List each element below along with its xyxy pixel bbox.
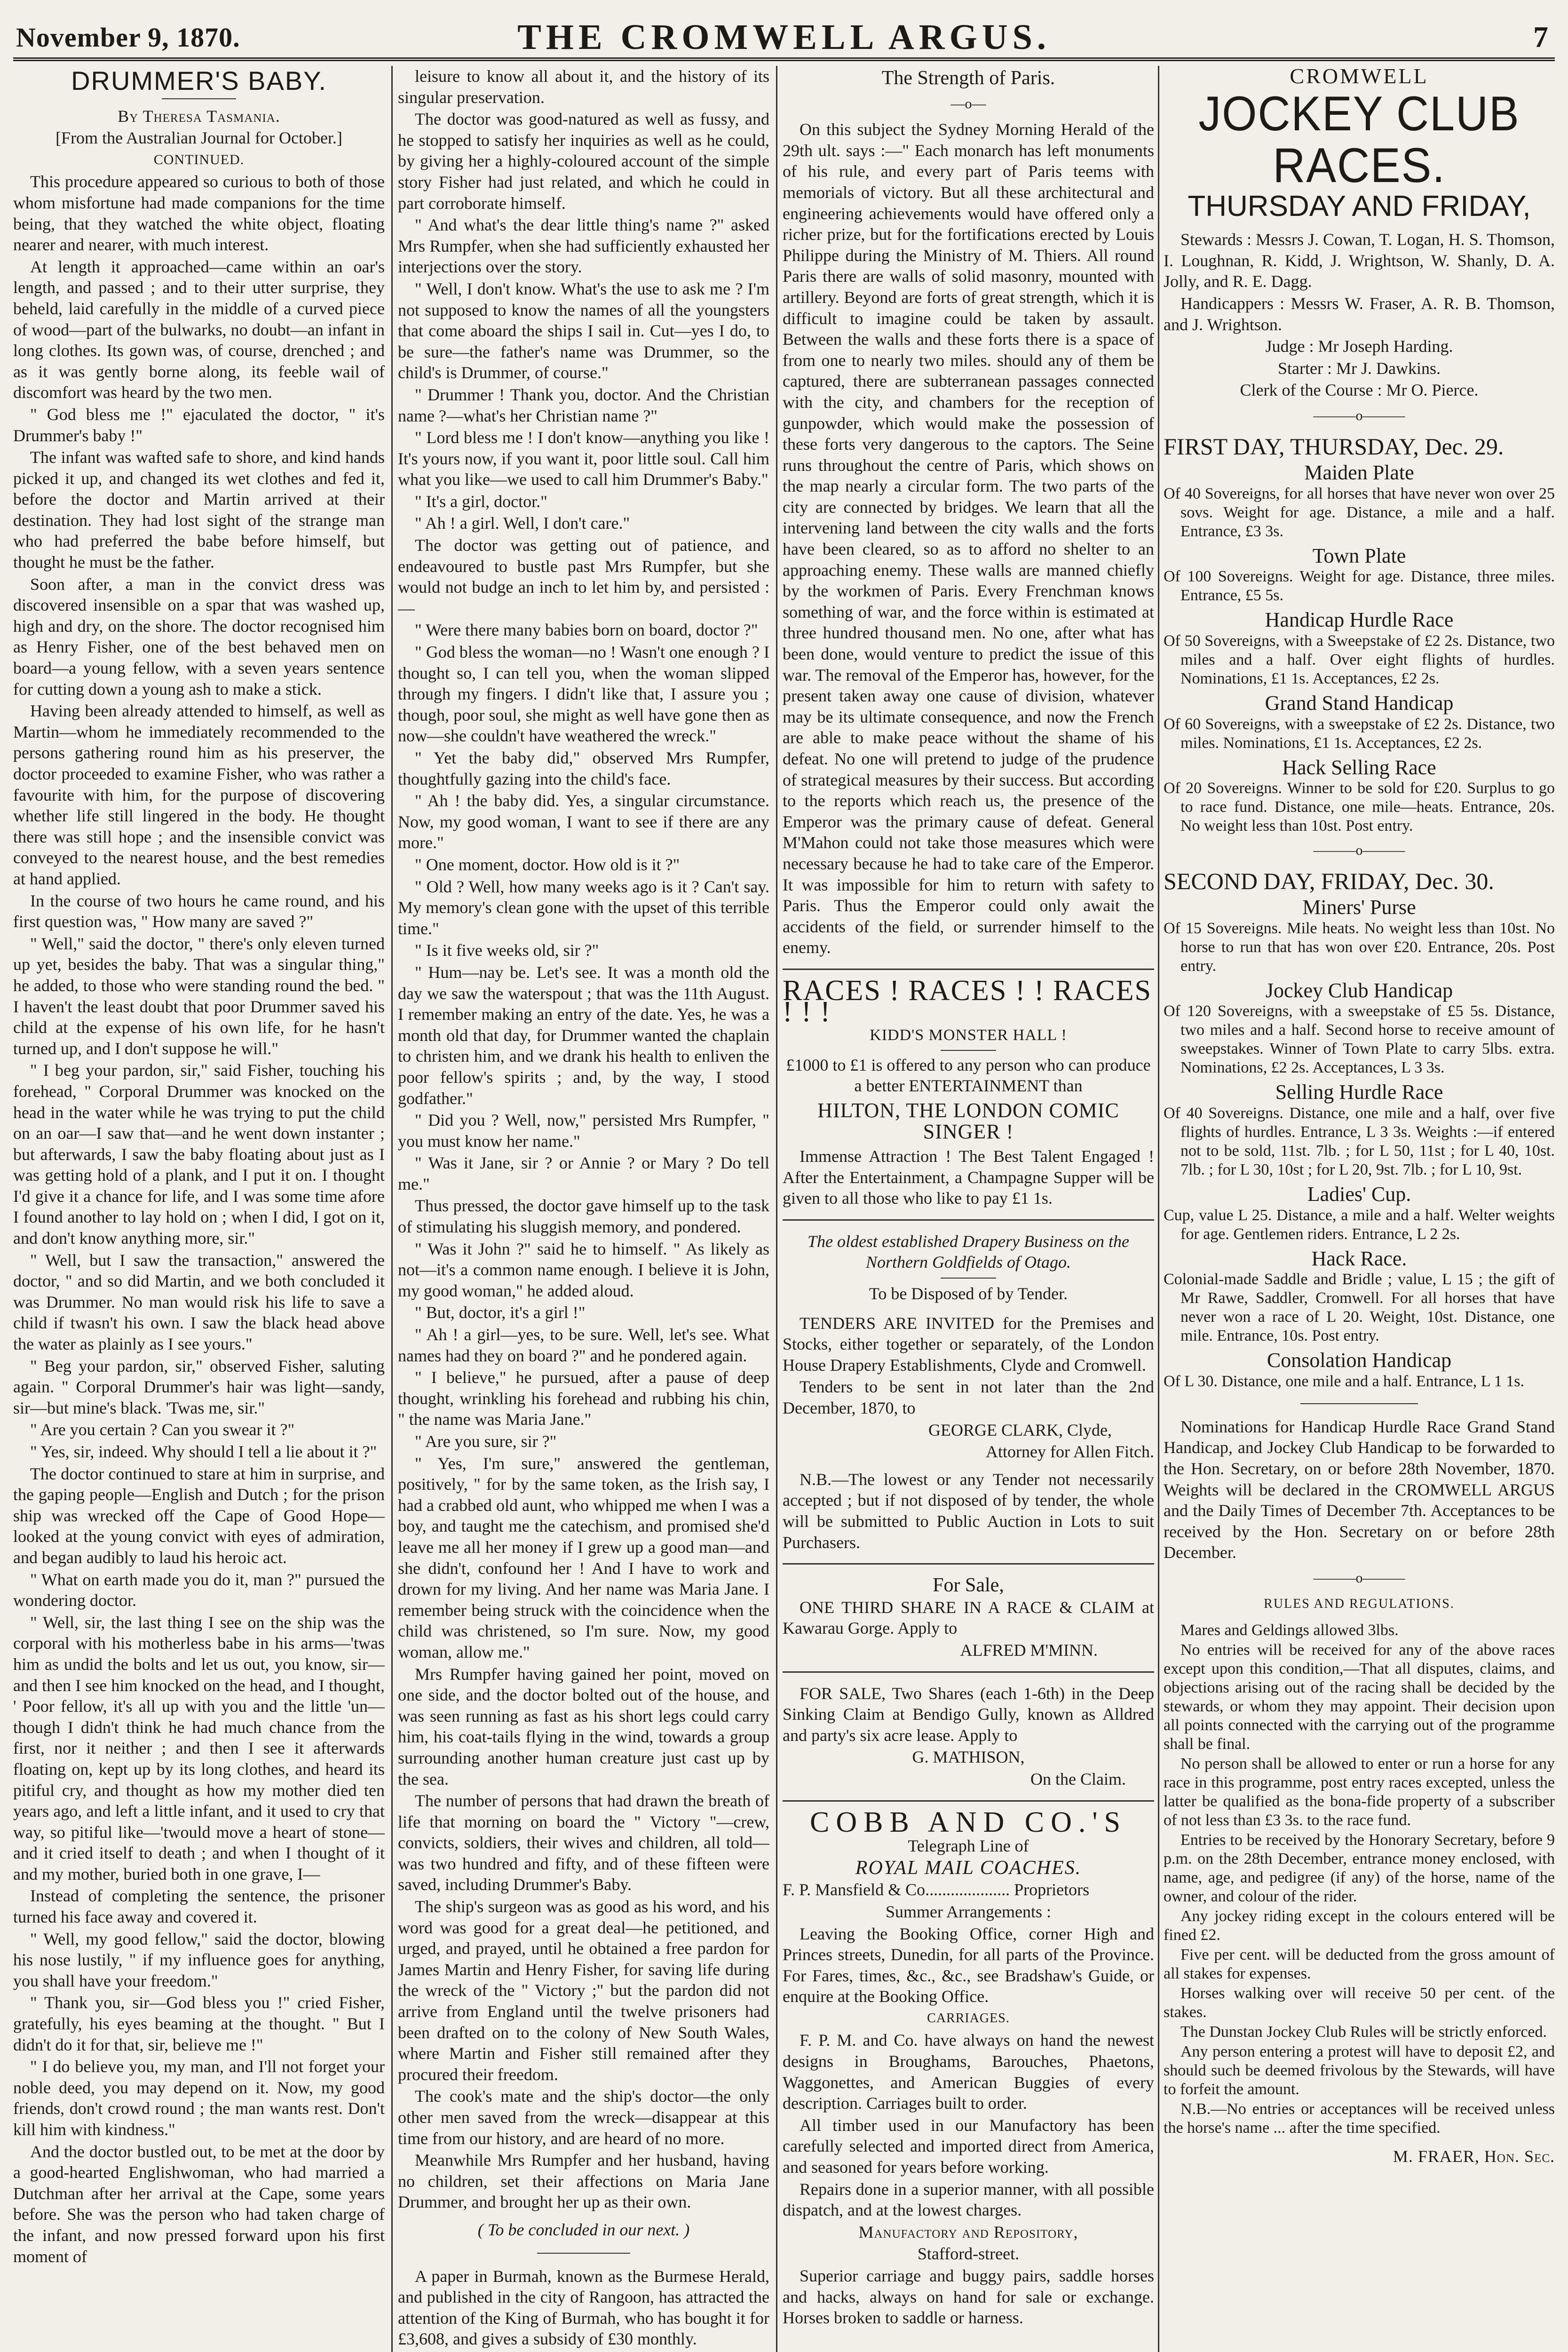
ad-rule: [783, 1563, 1154, 1565]
for-sale-shares: FOR SALE, Two Shares (each 1-6th) in the Deep Sinking Claim at Bendigo Gully, known as Alldred and party's six acre lease. Apply to: [783, 1684, 1154, 1745]
article-paragraph: " Yet the baby did," observed Mrs Rumpfer, thoughtfully gazing into the child's face.: [398, 748, 769, 788]
article-paragraph: And the doctor bustled out, to be met at the door by a good-hearted Englishwoman, who had married a Dutchman after her arrival at the Cape, some years before. She was the person who had taken charge of the infant, and now pressed forward upon his first moment of: [13, 2142, 385, 2266]
drapery-tender: To be Disposed of by Tender.: [869, 1284, 1068, 1303]
article-paragraph: " What on earth made you do it, man ?" pursued the wondering doctor.: [13, 1570, 385, 1610]
article-paragraph: " Was it Jane, sir ? or Annie ? or Mary ? Do tell me.": [398, 1153, 769, 1193]
article-paragraph: In the course of two hours he came round, and his first question was, " How many are saved ?": [13, 891, 385, 931]
article-paragraph: " Are you certain ? Can you swear it ?": [30, 1420, 295, 1439]
jockey-handicappers: Handicappers : Messrs W. Fraser, A. R. B. Thomson, and J. Wrightson.: [1164, 294, 1555, 334]
race-name: Miners' Purse: [1302, 896, 1416, 919]
ad-rule: [783, 969, 1154, 970]
column-drummers-baby: [13, 66, 385, 2352]
section-rule: [1300, 1403, 1418, 1404]
continued-label: CONTINUED.: [153, 151, 245, 167]
cobb-repairs-text: Repairs done in a superior manner, with all possible dispatch, and at the lowest charges.: [783, 2179, 1154, 2220]
article-paragraph: " And what's the dear little thing's name ?" asked Mrs Rumpfer, when she had sufficiently exhausted her interjections over the story.: [398, 215, 769, 277]
for-sale-share: ONE THIRD SHARE IN A RACE & CLAIM at Kawarau Gorge. Apply to: [783, 1597, 1154, 1638]
rule-item: Any person entering a protest will have to deposit £2, and should such be deemed frivolous by the Stewards, will have to forfeit the amount.: [1164, 2043, 1555, 2098]
races-offer: £1000 to £1 is offered to any person who can produce a better ENTERTAINMENT than: [786, 1055, 1151, 1096]
article-paragraph: The infant was wafted safe to shore, and kind hands picked it up, and changed its wet clothes and fed it, before the doctor and Martin arrived at their destination. They had lost sight of the strange man who had preferred the babe before himself, but thought he must be the father.: [13, 448, 385, 572]
rule-item: N.B.—No entries or acceptances will be received unless the horse's name ... after the time specified.: [1164, 2100, 1555, 2137]
for-sale-contact: ALFRED M'MINN.: [960, 1640, 1098, 1660]
for-sale-shares-place: On the Claim.: [1030, 1769, 1126, 1788]
article-paragraph: Having been already attended to himself, as well as Martin—whom he immediately recommended to the persons gathering round him as his preserver, the doctor proceeded to examine Fisher, who was rather a favourite with him, for the purpose of discovering whether life still lingered in the body. He thought there was still hope ; and the insensible convict was conveyed to the nearest house, and the best remedies at hand applied.: [13, 701, 385, 888]
race-conditions: Of 100 Sovereigns. Weight for age. Distance, three miles. Entrance, £5 5s.: [1164, 568, 1555, 604]
article-paragraph: Mrs Rumpfer having gained her point, moved on one side, and the doctor bolted out of the house, and was seen running as fast as his short legs could carry him, his coat-tails flying in the wind, towards a group surrounding another human creature just cast up by the sea.: [398, 1664, 769, 1788]
paris-article: On this subject the Sydney Morning Herald of the 29th ult. says :—" Each monarch has left monuments of his rule, and every part of Paris teems with memorials of victory. But all these architectural and engineering achievements would have offered only a richer prize, but for the fortifications erected by Louis Philippe during the Ministry of M. Thiers. All round Paris there are walls of solid masonry, mounted with artillery. Beyond are forts of great strength, which it is difficult to imagine could be taken by assault. Between the walls and these forts there is a space of from one to nearly two miles. should any of them be captured, there are subterranean passages connected with the city, and chambers for the reception of gunpowder, which would make the possession of these forts very dangerous to the captors. The Seine runs throughout the centre of Paris, which shows on the map nearly a circular form. The two parts of the city are connected by bridges. We learn that all the intervening land between the city walls and the forts have been cleared, so as to afford no shelter to an approaching enemy. These walls are manned chiefly by the workmen of Paris. Every Frenchman knows something of war, and the force within is estimated at three hundred thousand men. No one, after what has been done, would venture to predict the issue of this war. The removal of the Emperor has, however, for the present taken away one cause of division, whatever may be its ultimate consequence, and now the French are able to make peace without the shame of his defeat. No one will pretend to judge of the prudence of strategical measures by their success. But according to the reports which reach us, the presence of the Emperor was the primary cause of defeat. General M'Mahon could not take those measures which were necessary because he had to take care of the Emperor. It was impossible for him to return with safety to Paris. Thus the Emperor could only await the accidents of the field, or surrender himself to the enemy.: [783, 120, 1154, 957]
column-paris-ads: [783, 66, 1154, 2352]
cobb-manufactory: Manufactory and Repository,: [858, 2222, 1078, 2241]
article-paragraph: Meanwhile Mrs Rumpfer and her husband, having no children, set their affections on Maria Jane Drummer, and brought her up as their own.: [398, 2151, 769, 2212]
rule-item: Any jockey riding except in the colours entered will be fined £2.: [1164, 1907, 1555, 1944]
article-paragraph: " One moment, doctor. How old is it ?": [415, 855, 680, 874]
race-name: Selling Hurdle Race: [1275, 1081, 1443, 1104]
races-headliner: HILTON, THE LONDON COMIC SINGER !: [817, 1098, 1119, 1143]
ornament-divider: —o—: [950, 95, 986, 111]
column-divider: [391, 66, 393, 2352]
ornament-divider: ———o———: [1313, 1570, 1405, 1586]
jockey-days: THURSDAY AND FRIDAY,: [1188, 190, 1531, 222]
to-be-concluded: ( To be concluded in our next. ): [477, 2220, 690, 2239]
ad-rule: [783, 1800, 1154, 1802]
rule-item: Entries to be received by the Honorary Secretary, before 9 p.m. on the 28th December, entrance money enclosed, with name, age, and pedigree (if any) of the horse, name of the owner, and colour of the rider.: [1164, 1831, 1555, 1906]
ornament-divider: ———o———: [1313, 842, 1405, 858]
ad-rule: [783, 1671, 1154, 1673]
article-paragraph: " God bless the woman—no ! Wasn't one enough ? I thought so, I can tell you, when the woman slipped through my fingers. I didn't like that, I assure you ; though, poor soul, she might as well have gone then as now—she couldn't have weathered the wreck.": [398, 643, 769, 746]
article-paragraph: " Ah ! the baby did. Yes, a singular circumstance. Now, my good woman, I want to see if there are any more.": [398, 791, 769, 852]
article-body: [13, 171, 385, 2267]
article-paragraph: At length it approached—came within an oar's length, and passed ; and to their utter surprise, they beheld, laid carefully in the middle of a curved piece of wood—part of the bulwarks, no doubt—an infant in long clothes. Its gown was, of course, drenched ; and as it was gently borne along, its feeble wail of discomfort was heard by the two men.: [13, 257, 385, 402]
column-divider: [776, 66, 777, 2352]
cobb-timber-text: All timber used in our Manufactory has been carefully selected and imported direct from America, and seasoned for years before working.: [783, 2115, 1154, 2177]
article-paragraph: The doctor was good-natured as well as fussy, and he stopped to satisfy her inquiries as well as he could, by giving her a highly-coloured account of the simple story Fisher had just related, and which he could in part corroborate himself.: [398, 110, 769, 213]
title-rule: [162, 98, 236, 99]
race-conditions: Of 40 Sovereigns, for all horses that have never won over 25 sovs. Weight for age. Distance, a mile and a half. Entrance, £3 3s.: [1164, 485, 1555, 540]
article-paragraph: " Lord bless me ! I don't know—anything you like ! It's yours now, if you want it, poor little soul. Call him what you like—we used to call him Drummer's Baby.": [398, 428, 769, 489]
cobb-subheading: Telegraph Line of: [908, 1836, 1029, 1856]
cobb-title: ROYAL MAIL COACHES.: [855, 1857, 1082, 1879]
race-conditions: Of 60 Sovereigns, with a sweepstake of £2 2s. Distance, two miles. Nominations, £1 1s. Acceptances, £2 2s.: [1164, 715, 1555, 752]
article-paragraph: The cook's mate and the ship's doctor—the only other men saved from the wreck—disappear at this time from our history, and are heard of no more.: [398, 2087, 769, 2148]
race-conditions: Of L 30. Distance, one mile and a half. Entrance, L 1 1s.: [1164, 1372, 1524, 1390]
cobb-carriages-label: CARRIAGES.: [927, 2010, 1010, 2026]
article-source: [From the Australian Journal for October.]: [55, 128, 342, 148]
article-paragraph: This procedure appeared so curious to both of those whom misfortune had made companions for the time being, that they watched the white object, floating nearer and nearer, with much interest.: [13, 172, 385, 254]
article-paragraph: " God bless me !" ejaculated the doctor, " it's Drummer's baby !": [13, 405, 385, 445]
article-paragraph: Instead of completing the sentence, the prisoner turned his face away and covered it.: [13, 1886, 385, 1927]
tenders-text: TENDERS ARE INVITED for the Premises and Stocks, either together or separately, of the London House Drapery Establishments, Clyde and Cromwell.: [783, 1313, 1154, 1375]
cobb-arrangements: Summer Arrangements :: [886, 1902, 1051, 1921]
races-body: Immense Attraction ! The Best Talent Engaged ! After the Entertainment, a Champagne Supper will be given to all those who like to pay £1 1s.: [783, 1147, 1154, 1208]
column-jockey-club: [1164, 66, 1555, 2352]
newspaper-title: THE CROMWELL ARGUS.: [517, 17, 1051, 57]
article-paragraph: The number of persons that had drawn the breath of life that morning on board the " Victory "—crew, convicts, soldiers, their wives and children, all told—was two hundred and fifty, and of these fifteen were saved, including Drummer's Baby.: [398, 1791, 769, 1894]
tenders-date: Tenders to be sent in not later than the 2nd December, 1870, to: [783, 1377, 1154, 1418]
races-ad-heading: RACES ! RACES ! ! RACES ! ! !: [783, 974, 1152, 1028]
race-name: Ladies' Cup.: [1307, 1183, 1411, 1206]
race-conditions: Of 15 Sovereigns. Mile heats. No weight less than 10st. No horse to run that has won over £20. Entrance, 20s. Post entry.: [1164, 919, 1555, 975]
article-paragraph: Soon after, a man in the convict dress was discovered insensible on a spar that was washed up, high and dry, on the shore. The doctor recognised him as Henry Fisher, one of the best behaved men on board—a young fellow, with a seven years sentence for cutting down a young ash to make a stick.: [13, 574, 385, 699]
article-paragraph: " Ah ! a girl. Well, I don't care.": [415, 514, 630, 533]
race-name: Hack Selling Race: [1282, 755, 1436, 779]
second-day-races: [1164, 897, 1555, 1391]
first-day-heading: FIRST DAY, THURSDAY, Dec. 29.: [1164, 433, 1504, 460]
race-conditions: Of 20 Sovereigns. Winner to be sold for £20. Surplus to go to race fund. Distance, one mile—heats. Entrance, 20s. No weight less than 10st. Post entry.: [1164, 779, 1555, 835]
rule-item: No person shall be allowed to enter or run a horse for any race in this programme, post entry races excepted, unless the latter be qualified as the bona-fide property of a subscriber of not less than £3 3s. to the race fund.: [1164, 1755, 1555, 1829]
races-venue: KIDD'S MONSTER HALL !: [870, 1026, 1067, 1044]
race-conditions: Of 50 Sovereigns, with a Sweepstake of £2 2s. Distance, two miles and a half. Over eight flights of hurdles. Nominations, £1 1s. Acceptances, £2 2s.: [1164, 632, 1555, 687]
race-name: Jockey Club Handicap: [1265, 978, 1453, 1002]
article-paragraph: The doctor continued to stare at him in surprise, and the gaping people—English and Dutch ; for the prison ship was wrecked off the Cape of Good Hope—looked at the young convict with eyes of admiration, and began audibly to laud his heroic act.: [13, 1464, 385, 1567]
race-conditions: Of 120 Sovereigns, with a sweepstake of £5 5s. Distance, two miles and a half. Second horse to receive amount of sweepstakes. Winner of Town Plate to carry 5lbs. extra. Nominations, £2 2s. Acceptances, L 3 3s.: [1164, 1002, 1555, 1077]
article-paragraph: Thus pressed, the doctor gave himself up to the task of stimulating his sluggish memory, and pondered.: [398, 1196, 769, 1237]
article-title: DRUMMER'S BABY.: [71, 66, 327, 95]
article-body: [398, 66, 769, 2213]
race-name: Town Plate: [1312, 544, 1406, 567]
drapery-line: The oldest established Drapery Business on the Northern Goldfields of Otago.: [808, 1232, 1129, 1272]
jockey-stewards: Stewards : Messrs J. Cowan, T. Logan, H. S. Thomson, I. Loughnan, R. Kidd, J. Wrightson, W. Shanly, D. A. Jolly, and R. E. Dagg.: [1164, 230, 1555, 291]
article-paragraph: The ship's surgeon was as good as his word, and his word was good for a great deal—he petitioned, and urged, and prayed, until he obtained a free pardon for James Martin and Henry Fisher, for saving life during the wreck of the " Victory ;" but the pardon did not arrive from England until the twelve prisoners had been drafted on to the colony of New South Wales, where Martin and Fisher still remained after they procured their freedom.: [398, 1897, 769, 2084]
article-paragraph: " I beg your pardon, sir," said Fisher, touching his forehead, " Corporal Drummer was knocked on the head in the water while he was trying to put the child on an oar—I saw that—and he went down instanter ; but afterwards, I saw the baby floating about just as I was getting hold of a plank, and I put it on. I thought I'd give it a chance for life, and I was some time afore I found another to lay hold on ; when I did, I got on it, and don't know anything more, sir.": [13, 1061, 385, 1248]
race-name: Consolation Handicap: [1267, 1349, 1452, 1372]
article-paragraph: The doctor was getting out of patience, and endeavoured to bustle past Mrs Rumpfer, but she would not budge an inch to let him by, and persisted :—: [398, 536, 769, 618]
paris-title: The Strength of Paris.: [881, 67, 1055, 89]
first-day-races: [1164, 462, 1555, 835]
article-byline: By Theresa Tasmania.: [118, 106, 280, 126]
cobb-carriages-text: F. P. M. and Co. have always on hand the newest designs in Broughams, Barouches, Phaetons, Waggonettes, and American Buggies of every description. Carriages built to order.: [783, 2031, 1154, 2113]
article-paragraph: " Is it five weeks old, sir ?": [415, 941, 599, 960]
section-rule: [537, 2253, 630, 2254]
jockey-title: JOCKEY CLUB RACES.: [1198, 86, 1520, 193]
article-paragraph: " Well, but I saw the transaction," answered the doctor, " and so did Martin, and we both concluded it was Drummer. No man would risk his life to save a child if twasn't his own. I saw the black head above the water as plainly as I see yours.": [13, 1250, 385, 1354]
masthead: [13, 7, 1555, 61]
article-paragraph: " Ah ! a girl—yes, to be sure. Well, let's see. What names had they on board ?" and he pondered again.: [398, 1325, 769, 1365]
rule-item: No entries will be received for any of the above races except upon this condition,—That all disputes, claims, and objections arising out of the racing shall be decided by the stewards, or whom they may appoint. Their decision upon all points connected with the carrying out of the programme shall be final.: [1164, 1641, 1555, 1753]
article-paragraph: " I believe," he pursued, after a pause of deep thought, wrinkling his forehead and rubbing his chin, " the name was Maria Jane.": [398, 1368, 769, 1429]
race-name: Handicap Hurdle Race: [1265, 608, 1454, 632]
rule-item: Mares and Geldings allowed 3lbs.: [1180, 1621, 1399, 1639]
article-paragraph: " Well, my good fellow," said the doctor, blowing his nose lustily, " if my influence goes for anything, you shall have your freedom.": [13, 1929, 385, 1990]
cobb-heading: COBB AND CO.'S: [809, 1806, 1127, 1838]
article-paragraph: " Old ? Well, how many weeks ago is it ? Can't say. My memory's clean gone with the upset of this terrible time.": [398, 877, 769, 938]
rules-list: [1164, 1621, 1555, 2137]
small-rule: [941, 1278, 997, 1279]
burmah-note: A paper in Burmah, known as the Burmese Herald, and published in the city of Rangoon, has attracted the attention of the King of Burmah, who has bought it for £3,608, and gives a subsidy of £30 monthly.: [398, 2266, 769, 2349]
tenders-role: Attorney for Allen Fitch.: [986, 1442, 1154, 1462]
cobb-horses-text: Superior carriage and buggy pairs, saddle horses and hacks, always on hand for sale or exchange. Horses broken to saddle or harness.: [783, 2266, 1154, 2328]
article-paragraph: leisure to know all about it, and the history of its singular preservation.: [398, 67, 769, 107]
article-paragraph: " Hum—nay be. Let's see. It was a month old the day we saw the waterspout ; that was the 11th August. I remember making an entry of the date. Yes, he was a month old that day, for Drummer wanted the chaplain to christen him, and we drank his health to enliven the poor fellow's spirits ; and, by the way, I stood godfather.": [398, 962, 769, 1108]
cobb-proprietors: F. P. Mansfield & Co.................... Proprietors: [783, 1880, 1090, 1899]
jockey-starter: Starter : Mr J. Dawkins.: [1278, 358, 1441, 378]
article-paragraph: " Did you ? Well, now," persisted Mrs Rumpfer, " you must know her name.": [398, 1111, 769, 1151]
ornament-divider: ———o———: [1313, 407, 1405, 423]
rule-item: The Dunstan Jockey Club Rules will be strictly enforced.: [1180, 2023, 1547, 2041]
article-paragraph: " Beg your pardon, sir," observed Fisher, saluting again. " Corporal Drummer's hair was light—sandy, sir—but mine's black. 'Twas me, sir.": [13, 1356, 385, 1417]
article-paragraph: " Was it John ?" said he to himself. " As likely as not—it's a common name enough. I believe it is John, my good woman," he added aloud.: [398, 1239, 769, 1300]
small-rule: [941, 1050, 997, 1051]
rules-heading: RULES AND REGULATIONS.: [1264, 1596, 1455, 1611]
article-paragraph: " Yes, I'm sure," answered the gentleman, positively, " for by the same token, as the Irish say, I had a crabbed old aunt, who whipped me when I was a boy, and taught me the catechism, and promised she'd leave me all her money if I grew up a good man—and she didn't, confound her ! And I have to work and drown for my living. And her name was Maria Jane. I remember being struck with the coincidence when the child was christened, so I'm sure. Now, my good woman, allow me.": [398, 1454, 769, 1661]
rule-item: Horses walking over will receive 50 per cent. of the stakes.: [1164, 1985, 1555, 2021]
page-number: 7: [1533, 20, 1548, 54]
article-paragraph: " Well, I don't know. What's the use to ask me ? I'm not supposed to know the names of all the youngsters that come aboard the ships I sail in. Cut—yes I do, to be sure—the father's name was Drummer, so the child's is Drummer, of course.": [398, 279, 769, 382]
race-name: Maiden Plate: [1304, 461, 1414, 485]
cobb-street: Stafford-street.: [917, 2244, 1020, 2264]
ad-rule: [783, 1219, 1154, 1221]
second-day-heading: SECOND DAY, FRIDAY, Dec. 30.: [1164, 867, 1494, 894]
rule-item: Five per cent. will be deducted from the gross amount of all stakes for expenses.: [1164, 1946, 1555, 1983]
tenders-name: GEORGE CLARK, Clyde,: [928, 1420, 1112, 1439]
nominations-notice: Nominations for Handicap Hurdle Race Grand Stand Handicap, and Jockey Club Handicap to be forwarded to the Hon. Secretary, on or before 28th November, 1870. Weights will be declared in the CROMWELL ARGUS and the Daily Times of December 7th. Acceptances to be received by the Hon. Secretary on or before 28th December.: [1164, 1417, 1555, 1562]
article-paragraph: " Well, sir, the last thing I see on the ship was the corporal with his motherless babe in his arms—'twas him as undid the bolts and let us out, you know, sir—and then I see him knocked on the head, and I thought, ' Poor fellow, it's all up with you and the little 'un—though I didn't think he had much chance from the first, nor it neither ; and then I see it afterwards floating on, kept up by its long clothes, and heard its pitiful cry, and thought as how my mother died ten years ago, and left a little infant, and it used to cry that way, so pitiful like—'twould move a heart of stone—and it cried itself to death ; and when I thought of it and my mother, buried both in one grave, I—: [13, 1613, 385, 1883]
column-divider: [1158, 66, 1159, 2352]
secretary-signoff: M. FRAER, Hon. Sec.: [1393, 2147, 1555, 2166]
article-paragraph: " It's a girl, doctor.": [415, 492, 547, 511]
race-name: Grand Stand Handicap: [1265, 691, 1454, 715]
for-sale-shares-contact: G. MATHISON,: [912, 1748, 1025, 1767]
race-conditions: Of 40 Sovereigns. Distance, one mile and a half, over five flights of hurdles. Entrance, L 3 3s. Weights :—if entered not to be sold, 11st. 7lb. ; for L 50, 11st ; for L 40, 10st. 7lb. ; for L 30, 10st ; for L 20, 9st. 7lb. ; for L 10, 9st.: [1164, 1104, 1555, 1179]
article-paragraph: " Yes, sir, indeed. Why should I tell a lie about it ?": [30, 1442, 377, 1461]
article-paragraph: " I do believe you, my man, and I'll not forget your noble deed, you may depend on it. Now, my good friends, don't crowd round ; the man wants rest. Don't kill him with kindness.": [13, 2057, 385, 2139]
jockey-clerk: Clerk of the Course : Mr O. Pierce.: [1240, 381, 1479, 400]
article-paragraph: " Drummer ! Thank you, doctor. And the Christian name ?—what's her Christian name ?": [398, 385, 769, 425]
article-paragraph: " But, doctor, it's a girl !": [415, 1303, 586, 1322]
jockey-judge: Judge : Mr Joseph Harding.: [1265, 337, 1453, 356]
race-conditions: Cup, value L 25. Distance, a mile and a half. Welter weights for age. Gentlemen riders. Entrance, L 2 2s.: [1164, 1206, 1555, 1243]
article-paragraph: " Thank you, sir—God bless you !" cried Fisher, gratefully, his eyes beaming at the thought. " But I didn't do it for that, sir, believe me !": [13, 1993, 385, 2054]
tenders-note: N.B.—The lowest or any Tender not necessarily accepted ; but if not disposed of by tender, the whole will be submitted to Public Auction in Lots to suit Purchasers.: [783, 1470, 1154, 1552]
article-paragraph: " Were there many babies born on board, doctor ?": [415, 620, 758, 640]
issue-date: November 9, 1870.: [16, 22, 240, 53]
race-name: Hack Race.: [1311, 1247, 1407, 1270]
article-paragraph: " Are you sure, sir ?": [415, 1432, 557, 1451]
column-drummers-baby-cont: [398, 66, 769, 2352]
jockey-town: CROMWELL: [1290, 66, 1429, 88]
cobb-body: Leaving the Booking Office, corner High and Princes streets, Dunedin, for all parts of the Province. For Fares, times, &c., &c., see Bradshaw's Guide, or enquire at the Booking Office.: [783, 1924, 1154, 2006]
race-conditions: Colonial-made Saddle and Bridle ; value, L 15 ; the gift of Mr Rawe, Saddler, Cromwell. For all horses that have never won a race of L 20. Weight, 10st. Distance, one mile. Entrance, 10s. Post entry.: [1164, 1271, 1555, 1345]
article-paragraph: " Well," said the doctor, " there's only eleven turned up yet, besides the baby. That was a singular thing," he added, to those who were standing round the bed. " I haven't the least doubt that poor Drummer saved his child at the expense of his own life, for he hasn't turned up, and I don't suppose he will.": [13, 934, 385, 1058]
for-sale-heading: For Sale,: [933, 1574, 1004, 1597]
